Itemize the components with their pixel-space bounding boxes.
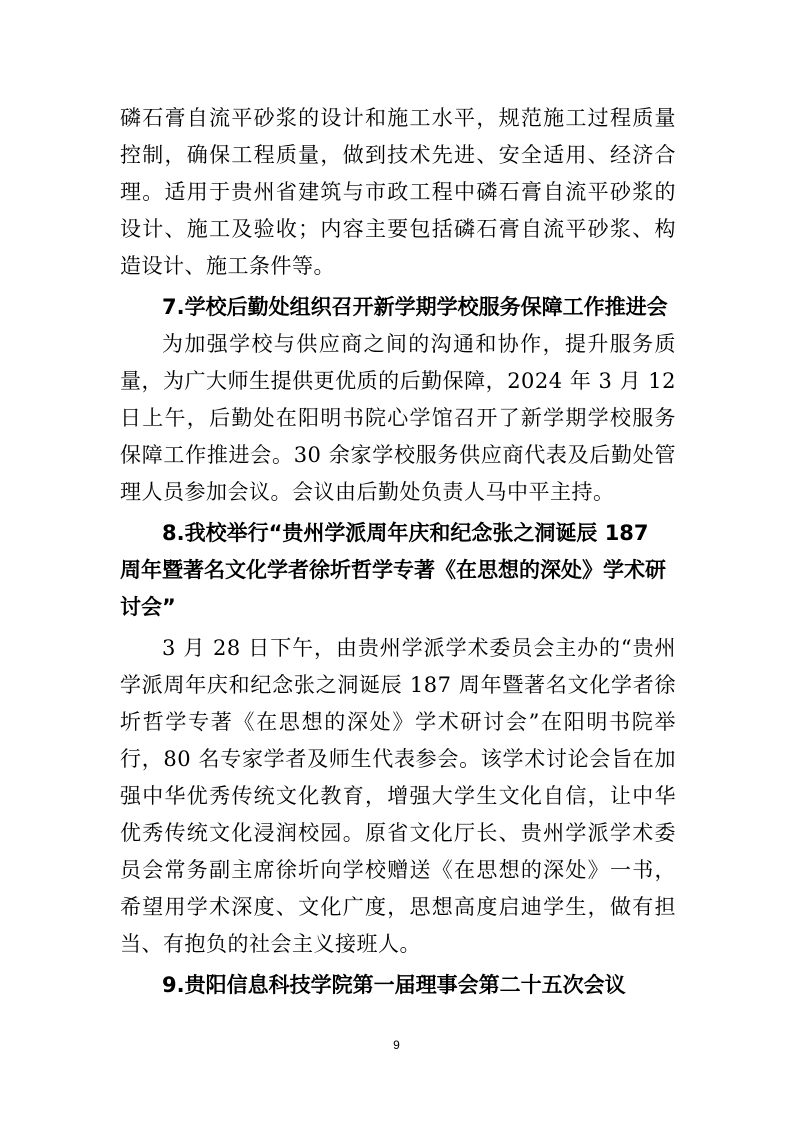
- heading-item-8: 8.我校举行“贵州学派周年庆和纪念张之洞诞辰 187 周年暨著名文化学者徐圻哲学专著《在思想的深处》学术研讨会”: [120, 521, 666, 619]
- paragraph-intro-continued: 磷石膏自流平砂浆的设计和施工水平，规范施工过程质量控制，确保工程质量，做到技术先进、安全适用、经济合理。适用于贵州省建筑与市政工程中磷石膏自流平砂浆的设计、施工及验收；内容主要包括磷石膏自流平砂浆、构造设计、施工条件等。: [120, 106, 676, 278]
- paragraph-item-7: 为加强学校与供应商之间的沟通和协作，提升服务质量，为广大师生提供更优质的后勤保障，2024 年 3 月 12 日上午，后勤处在阳明书院心学馆召开了新学期学校服务保障工作推进会。30 余家学校服务供应商代表及后勤处管理人员参加会议。会议由后勤处负责人马中平主持。: [120, 332, 676, 504]
- heading-item-9: 9.贵阳信息科技学院第一届理事会第二十五次会议: [162, 973, 626, 997]
- document-body: [120, 100, 676, 1004]
- page-number: 9: [393, 1038, 400, 1052]
- heading-item-7: 7.学校后勤处组织召开新学期学校服务保障工作推进会: [162, 295, 668, 319]
- paragraph-item-8: 3 月 28 日下午，由贵州学派学术委员会主办的“贵州学派周年庆和纪念张之洞诞辰 187 周年暨著名文化学者徐圻哲学专著《在思想的深处》学术研讨会”在阳明书院举行，80 名专家学者及师生代表参会。该学术讨论会旨在加强中华优秀传统文化教育，增强大学生文化自信，让中华优秀传统文化浸润校园。原省文化厅长、贵州学派学术委员会常务副主席徐圻向学校赠送《在思想的深处》一书，希望用学术深度、文化广度，思想高度启迪学生，做有担当、有抱负的社会主义接班人。: [120, 636, 676, 956]
